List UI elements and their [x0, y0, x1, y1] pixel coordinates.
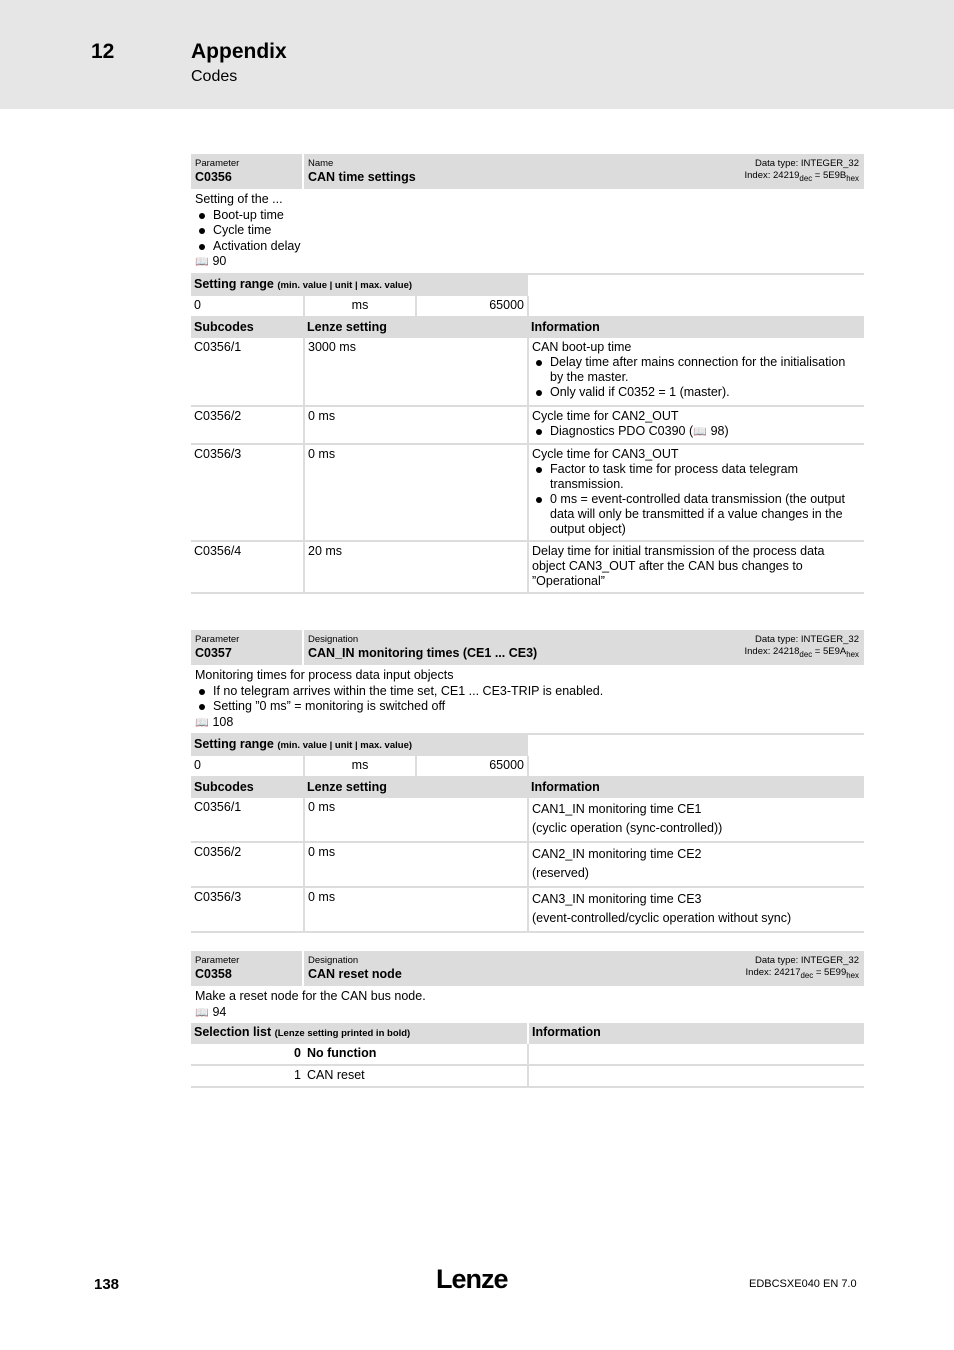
parameter-description: Make a reset node for the CAN bus node. 📖 94	[191, 986, 864, 1023]
list-item: Only valid if C0352 = 1 (master).	[532, 385, 861, 400]
option-label: CAN reset	[304, 1065, 528, 1087]
list-item: If no telegram arrives within the time set, CE1 ... CE3-TRIP is enabled.	[195, 684, 860, 700]
parameter-block-c0358	[191, 951, 864, 1088]
chapter-number: 12	[91, 40, 115, 63]
subcodes-header: Subcodes	[191, 317, 304, 338]
list-item: Delay time after mains connection for the initialisation by the master.	[532, 355, 861, 385]
name-label: Name	[308, 158, 334, 169]
chapter-title: Appendix	[191, 40, 287, 63]
lenze-setting: 0 ms	[304, 444, 528, 541]
index: Index: $24217_{dec} = 5E99_{hex}$	[745, 967, 859, 980]
list-item: 0 ms = event-controlled data transmission (the output data will only be transmitted if a value changes in the output object)	[532, 492, 861, 537]
lenze-setting: 20 ms	[304, 541, 528, 593]
parameter-label: Parameter	[195, 158, 240, 169]
list-item: Boot-up time	[195, 208, 860, 224]
data-type: Data type: INTEGER_32	[754, 955, 859, 966]
range-max: 65000	[416, 296, 528, 317]
book-icon: 📖	[195, 256, 209, 268]
page-number: 138	[94, 1276, 120, 1293]
option-value: 0	[191, 1044, 304, 1065]
parameter-description: Setting of the ... Boot-up time Cycle time Activation delay 📖 90	[191, 189, 864, 275]
range-min: 0	[191, 756, 304, 777]
parameter-name: CAN_IN monitoring times (CE1 ... CE3)	[308, 646, 538, 660]
page-reference[interactable]: 📖 90	[195, 254, 860, 271]
information-cell: Cycle time for CAN2_OUT Diagnostics PDO C0390 (📖 98)	[528, 406, 864, 444]
document-id: EDBCSXE040 EN 7.0	[749, 1278, 857, 1290]
parameter-name: CAN reset node	[308, 967, 402, 981]
range-min: 0	[191, 296, 304, 317]
chapter-header	[0, 0, 954, 109]
subcode: C0356/2	[191, 406, 304, 444]
subcode: C0356/2	[191, 842, 304, 887]
parameter-header	[191, 630, 864, 665]
parameter-header	[191, 154, 864, 189]
subcode: C0356/3	[191, 887, 304, 932]
lenze-setting: 0 ms	[304, 842, 528, 887]
list-item: Cycle time	[195, 223, 860, 239]
range-unit: ms	[304, 296, 416, 317]
book-icon: 📖	[195, 716, 209, 729]
option-value: 1	[191, 1065, 304, 1087]
range-max: 65000	[416, 756, 528, 777]
lenze-setting: 3000 ms	[304, 338, 528, 406]
subcode: C0356/4	[191, 541, 304, 593]
parameter-description: Monitoring times for process data input objects If no telegram arrives within the time set, CE1 ... CE3-TRIP is enabled. Setting ”0 ms” = monitoring is switched off 📖 108	[191, 665, 864, 735]
information-cell: CAN2_IN monitoring time CE2 (reserved)	[528, 842, 864, 887]
page-reference[interactable]: 📖 108	[195, 715, 860, 732]
information-header: Information	[528, 1023, 864, 1044]
subcode: C0356/1	[191, 798, 304, 842]
lenze-setting-header: Lenze setting	[304, 777, 528, 798]
parameter-header	[191, 951, 864, 986]
information-header: Information	[528, 317, 864, 338]
selection-list-header: Selection list (Lenze setting printed in bold)	[191, 1023, 528, 1044]
information-cell: Cycle time for CAN3_OUT Factor to task time for process data telegram transmission. 0 ms = event-controlled data transmission (the output data will only be transmitted if a value changes in the output object)	[528, 444, 864, 541]
list-item: Activation delay	[195, 239, 860, 255]
list-item: Setting ”0 ms” = monitoring is switched off	[195, 699, 860, 715]
lenze-logo: Lenze	[436, 1264, 508, 1294]
list-item: Diagnostics PDO C0390 (📖 98)	[532, 424, 861, 440]
book-icon: 📖	[195, 1006, 209, 1019]
selection-table	[191, 1023, 864, 1088]
setting-range-header: Setting range (min. value | unit | max. value)	[191, 275, 528, 296]
book-icon: 📖	[693, 425, 707, 438]
lenze-setting: 0 ms	[304, 406, 528, 444]
information-cell: CAN3_IN monitoring time CE3 (event-controlled/cyclic operation without sync)	[528, 887, 864, 932]
designation-label: Designation	[308, 634, 359, 645]
index: Index: $24219_{dec} = 5E9B_{hex}$	[744, 170, 859, 183]
data-type: Data type: INTEGER_32	[754, 634, 859, 645]
lenze-setting: 0 ms	[304, 887, 528, 932]
information-header: Information	[528, 777, 864, 798]
subcode: C0356/3	[191, 444, 304, 541]
parameter-code: C0357	[195, 646, 232, 660]
settings-table	[191, 735, 864, 933]
parameter-block-c0357	[191, 630, 864, 933]
information-cell: CAN1_IN monitoring time CE1 (cyclic operation (sync-controlled))	[528, 798, 864, 842]
lenze-setting: 0 ms	[304, 798, 528, 842]
index: Index: $24218_{dec} = 5E9A_{hex}$	[744, 646, 859, 659]
list-item: Factor to task time for process data telegram transmission.	[532, 462, 861, 492]
information-cell: CAN boot-up time Delay time after mains connection for the initialisation by the master. Only valid if C0352 = 1 (master).	[528, 338, 864, 406]
parameter-block-c0356	[191, 154, 864, 594]
range-unit: ms	[304, 756, 416, 777]
setting-range-header: Setting range (min. value | unit | max. value)	[191, 735, 528, 756]
section-title: Codes	[191, 68, 238, 85]
parameter-label: Parameter	[195, 955, 240, 966]
parameter-code: C0358	[195, 967, 232, 981]
parameter-code: C0356	[195, 170, 232, 184]
parameter-name: CAN time settings	[308, 170, 416, 184]
information-cell: Delay time for initial transmission of the process data object CAN3_OUT after the CAN bus changes to ”Operational”	[528, 541, 864, 593]
parameter-label: Parameter	[195, 634, 240, 645]
data-type: Data type: INTEGER_32	[754, 158, 859, 169]
designation-label: Designation	[308, 955, 359, 966]
lenze-setting-header: Lenze setting	[304, 317, 528, 338]
subcode: C0356/1	[191, 338, 304, 406]
settings-table	[191, 275, 864, 594]
page-reference[interactable]: 📖 94	[195, 1005, 860, 1022]
option-label: No function	[304, 1044, 528, 1065]
subcodes-header: Subcodes	[191, 777, 304, 798]
